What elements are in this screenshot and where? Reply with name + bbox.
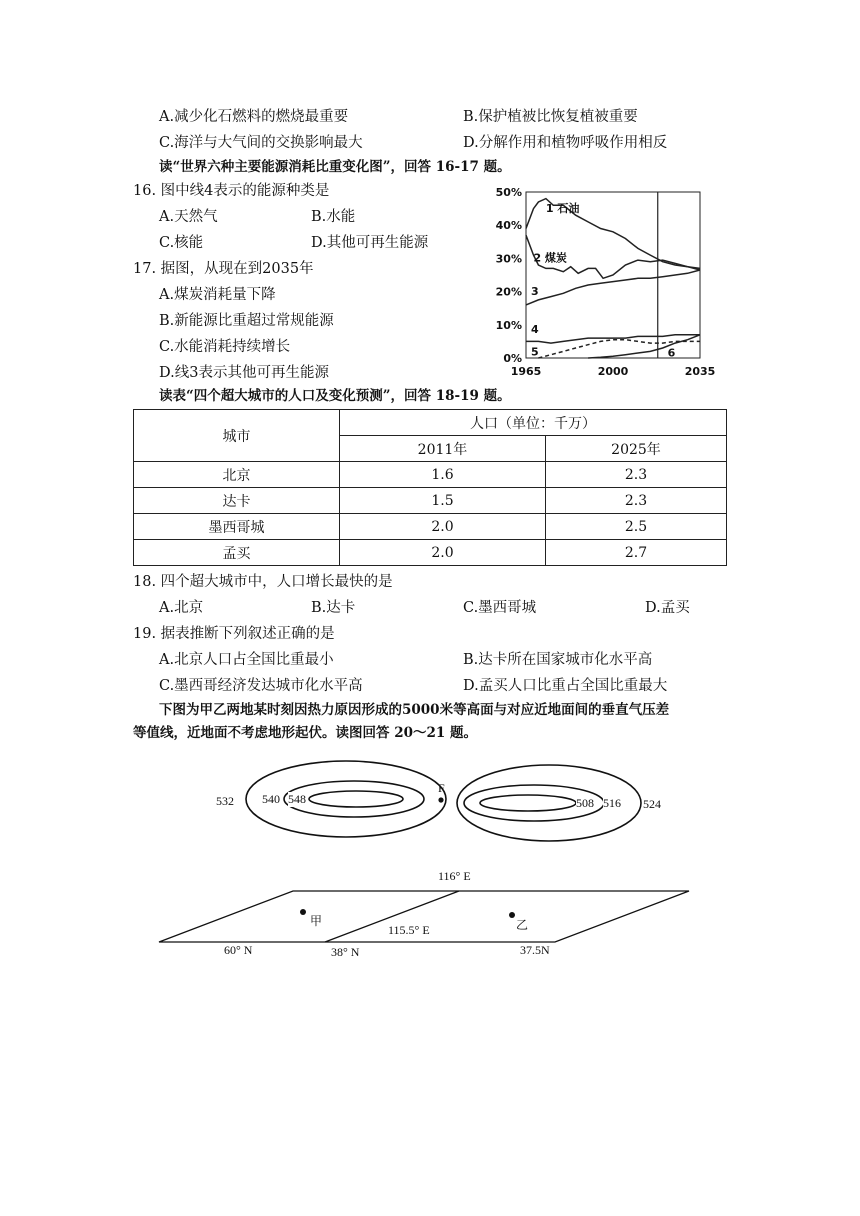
chart-x-tick-label: 1965 xyxy=(510,365,542,378)
table-cell-city: 墨西哥城 xyxy=(134,514,340,540)
chart-y-tick-label: 10% xyxy=(495,318,522,332)
latitude-60-label: 60° N xyxy=(224,943,253,957)
intro-20-21-line1: 下图为甲乙两地某时刻因热力原因形成的5000米等高面与对应近地面间的垂直气压差 xyxy=(159,702,670,718)
q19-option-c: C.墨西哥经济发达城市化水平高 xyxy=(159,678,363,694)
point-yi-label: 乙 xyxy=(516,918,529,932)
q17-option-a: A.煤炭消耗量下降 xyxy=(159,287,276,303)
isobar-label-540: 540 xyxy=(262,792,280,806)
point-jia-dot xyxy=(300,909,306,915)
isobar-label-508: 508 xyxy=(576,796,594,810)
table-header-city: 城市 xyxy=(134,410,340,462)
q18-option-b: B.达卡 xyxy=(311,600,356,616)
table-header-2011: 2011年 xyxy=(340,436,546,462)
table-cell-2011: 1.5 xyxy=(340,488,546,514)
population-table xyxy=(133,409,727,566)
point-f-dot xyxy=(438,797,443,802)
q17-option-c: C.水能消耗持续增长 xyxy=(159,339,291,355)
q15-option-a: A.减少化石燃料的燃烧最重要 xyxy=(159,109,349,125)
table-cell-2011: 1.6 xyxy=(340,462,546,488)
table-cell-2011: 2.0 xyxy=(340,514,546,540)
q18-option-d: D.孟买 xyxy=(645,600,690,616)
table-row xyxy=(134,462,727,488)
q15-option-d: D.分解作用和植物呼吸作用相反 xyxy=(463,135,668,151)
longitude-116-label: 116° E xyxy=(438,869,471,883)
table-row xyxy=(134,488,727,514)
energy-consumption-chart xyxy=(490,182,716,387)
table-cell-2025: 2.3 xyxy=(546,462,727,488)
table-cell-2025: 2.3 xyxy=(546,488,727,514)
isobar-right-inner xyxy=(480,795,576,811)
isobar-label-516: 516 xyxy=(603,796,621,810)
chart-series-label-3: 3 xyxy=(530,284,539,298)
table-row xyxy=(134,540,727,566)
q16-option-d: D.其他可再生能源 xyxy=(311,235,429,251)
q17-option-b: B.新能源比重超过常规能源 xyxy=(159,313,334,329)
isobar-label-524: 524 xyxy=(643,797,661,811)
isobar-label-548: 548 xyxy=(288,792,306,806)
chart-series-label-1: 1 石油 xyxy=(545,201,580,215)
q18-stem: 18. 四个超大城市中，人口增长最快的是 xyxy=(133,574,393,590)
table-cell-city: 孟买 xyxy=(134,540,340,566)
chart-series-label-6: 6 xyxy=(667,346,676,360)
chart-x-tick-label: 2035 xyxy=(684,365,716,378)
intro-18-19: 读表“四个超大城市的人口及变化预测”，回答 18-19 题。 xyxy=(159,388,511,404)
q19-stem: 19. 据表推断下列叙述正确的是 xyxy=(133,626,335,642)
q16-option-a: A.天然气 xyxy=(159,209,218,225)
table-row xyxy=(134,514,727,540)
isobar-label-532: 532 xyxy=(216,794,234,808)
q16-stem: 16. 图中线4表示的能源种类是 xyxy=(133,183,330,199)
intro-16-17: 读“世界六种主要能源消耗比重变化图”，回答 16-17 题。 xyxy=(159,159,511,175)
longitude-115-5-label: 115.5° E xyxy=(388,923,430,937)
table-cell-city: 北京 xyxy=(134,462,340,488)
table-cell-2011: 2.0 xyxy=(340,540,546,566)
intro-20-21-line2: 等值线，近地面不考虑地形起伏。读图回答 20～21 题。 xyxy=(133,725,477,741)
chart-y-tick-label: 30% xyxy=(495,252,522,266)
q16-option-c: C.核能 xyxy=(159,235,204,251)
chart-y-tick-label: 20% xyxy=(495,285,522,299)
point-f-label: F xyxy=(438,781,445,795)
q17-stem: 17. 据图，从现在到2035年 xyxy=(133,261,314,277)
table-cell-city: 达卡 xyxy=(134,488,340,514)
q15-option-b: B.保护植被比恢复植被重要 xyxy=(463,109,638,125)
isobar-left-inner xyxy=(309,791,403,807)
q19-option-a: A.北京人口占全国比重最小 xyxy=(159,652,334,668)
chart-y-tick-label: 0% xyxy=(503,352,522,365)
table-cell-2025: 2.7 xyxy=(546,540,727,566)
q15-option-c: C.海洋与大气间的交换影响最大 xyxy=(159,135,363,151)
table-header-population: 人口（单位：千万） xyxy=(340,410,727,436)
q18-option-c: C.墨西哥城 xyxy=(463,600,537,616)
chart-y-tick-label: 40% xyxy=(495,219,522,233)
latitude-38-label: 38° N xyxy=(331,945,360,959)
q19-option-b: B.达卡所在国家城市化水平高 xyxy=(463,652,653,668)
q16-option-b: B.水能 xyxy=(311,209,356,225)
q18-option-a: A.北京 xyxy=(159,600,204,616)
table-header-2025: 2025年 xyxy=(546,436,727,462)
chart-series-line-4 xyxy=(526,335,700,343)
latitude-37-5-label: 37.5N xyxy=(520,943,550,957)
point-jia-label: 甲 xyxy=(310,914,323,928)
q17-option-d: D.线3表示其他可再生能源 xyxy=(159,365,329,381)
chart-series-label-5: 5 xyxy=(530,345,539,359)
chart-series-label-2: 2 煤炭 xyxy=(533,251,567,265)
chart-x-tick-label: 2000 xyxy=(597,365,629,378)
chart-series-label-4: 4 xyxy=(530,323,539,337)
table-cell-2025: 2.5 xyxy=(546,514,727,540)
q19-option-d: D.孟买人口比重占全国比重最大 xyxy=(463,678,668,694)
point-yi-dot xyxy=(509,912,515,918)
chart-y-tick-label: 50% xyxy=(495,186,522,199)
